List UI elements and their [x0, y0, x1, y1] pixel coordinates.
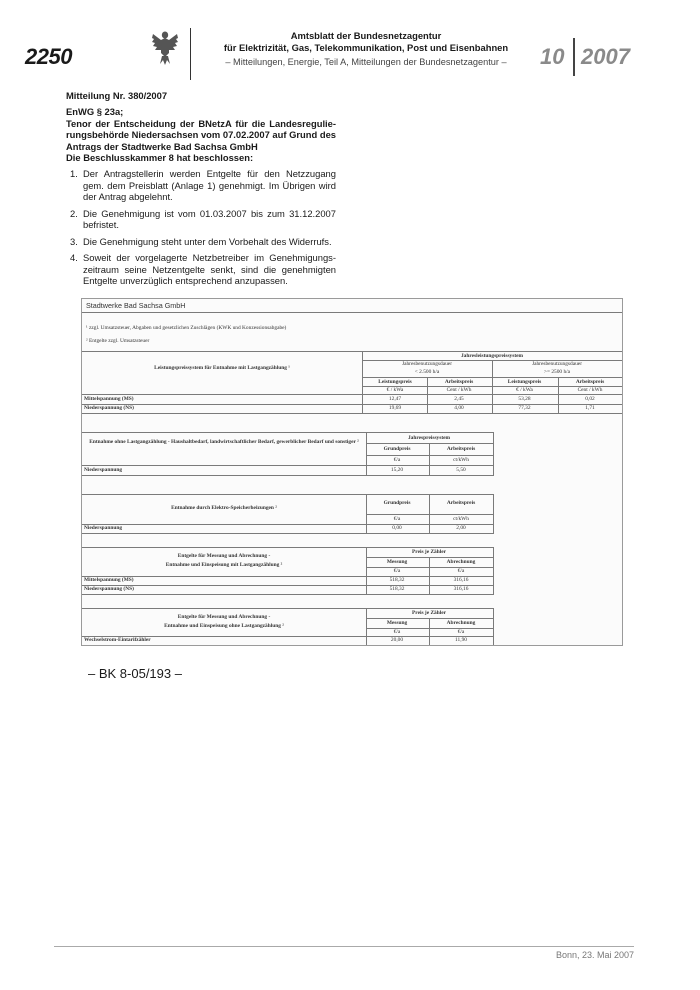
- table-cell: 19,69: [388, 405, 402, 411]
- table-row-label: Niederspannung: [84, 467, 123, 473]
- section-label: Entnahme durch Elektro-Speicherheizungen ²: [171, 505, 277, 511]
- item-text: Soweit der vorgelagerte Netzbetreiber im Genehmigungszeitraum seine Netzentgelte senkt, sind die genehmigten Entgelte unverzüglich entsprechend anzupassen.: [83, 252, 336, 286]
- divider: [82, 312, 622, 313]
- footer-divider: [54, 946, 634, 947]
- list-item: [66, 252, 336, 287]
- table-unit-cell: ct/kWh: [453, 516, 469, 522]
- decision-list: [66, 168, 336, 292]
- divider: [82, 547, 494, 548]
- table-cell: 518,32: [389, 586, 405, 592]
- table-subheader: Jahresbenutzungsdauer: [402, 361, 452, 367]
- table-header-cell: Messung: [386, 620, 408, 626]
- section-label: Leistungspreissystem für Entnahme mit Lastgangzählung ¹: [154, 365, 290, 371]
- divider: [493, 494, 494, 534]
- item-number: 4.: [70, 252, 78, 263]
- table-row-label: Niederspannung (NS): [84, 586, 134, 592]
- item-text: Die Genehmigung ist vom 01.03.2007 bis zum 31.12.2007 befristet.: [83, 207, 336, 230]
- divider: [82, 475, 494, 476]
- divider: [366, 455, 494, 456]
- table-cell: 0,02: [585, 396, 595, 402]
- divider: [82, 413, 622, 414]
- table-header-cell: Arbeitspreis: [575, 379, 605, 385]
- footnote: ¹ zzgl. Umsatzsteuer, Abgaben und gesetzlichen Zuschlägen (KWK und Konzessionsabgabe): [86, 325, 287, 331]
- table-header-cell: Arbeitspreis: [444, 379, 474, 385]
- divider: [366, 608, 367, 645]
- divider: [493, 547, 494, 595]
- table-header-cell: Grundpreis: [383, 446, 411, 452]
- divider: [366, 557, 494, 558]
- item-text: Der Antragstellerin werden Entgelte für den Netzzugang gem. dem Preisblatt (Anlage 1) genehmigt. Im Übrigen wird der Antrag abgelehnt.: [83, 168, 336, 202]
- table-unit-cell: €/a: [393, 457, 401, 463]
- table-unit-cell: €/a: [457, 568, 465, 574]
- divider: [82, 351, 622, 352]
- table-header-cell: Leistungspreis: [378, 379, 412, 385]
- table-cell: 5,50: [456, 467, 466, 473]
- table-group-header: Jahrespreissystem: [407, 435, 451, 441]
- table-cell: 4,00: [454, 405, 464, 411]
- table-unit-cell: € / kWa: [516, 387, 533, 393]
- table-unit-cell: €/a: [393, 516, 401, 522]
- divider: [366, 432, 367, 476]
- table-cell: 77,32: [518, 405, 531, 411]
- issue-divider: [573, 38, 575, 76]
- publication-subtitle: – Mitteilungen, Energie, Teil A, Mitteilungen der Bundesnetzagentur –: [225, 57, 507, 67]
- section-label: Entnahme und Einspeisung ohne Lastgangzählung ²: [164, 623, 284, 629]
- table-row-label: Niederspannung (NS): [84, 405, 134, 411]
- list-item: [66, 208, 336, 231]
- divider: [493, 432, 494, 476]
- table-cell: 316,16: [453, 577, 469, 583]
- table-cell: 518,32: [389, 577, 405, 583]
- table-cell: 2,00: [456, 525, 466, 531]
- table-unit-cell: Cent / kWh: [446, 387, 472, 393]
- table-subheader: Jahresbenutzungsdauer: [532, 361, 582, 367]
- table-header-cell: Grundpreis: [383, 500, 411, 506]
- table-header-cell: Messung: [386, 559, 408, 565]
- divider: [429, 618, 430, 645]
- table-cell: 20,00: [390, 637, 404, 643]
- table-row-label: Wechselstrom-Eintarifzähler: [84, 637, 151, 643]
- divider: [429, 557, 430, 595]
- table-row-label: Mittelspannung (MS): [84, 577, 134, 583]
- divider: [366, 494, 367, 534]
- table-cell: 15,20: [390, 467, 404, 473]
- section-label: Entnahme und Einspeisung mit Lastgangzählung ²: [165, 562, 283, 568]
- section-label: Entgelte für Messung und Abrechnung -: [177, 553, 271, 559]
- list-item: [66, 168, 336, 203]
- federal-eagle-icon: [150, 26, 180, 66]
- notice-number: Mitteilung Nr. 380/2007: [66, 90, 168, 101]
- reference-number: – BK 8-05/193 –: [88, 666, 182, 681]
- table-row-label: Mittelspannung (MS): [84, 396, 134, 402]
- table-header-cell: Arbeitspreis: [446, 446, 476, 452]
- table-row-label: Niederspannung: [84, 525, 123, 531]
- table-cell: 316,16: [453, 586, 469, 592]
- item-number: 1.: [70, 168, 78, 179]
- decision-tenor: Tenor der Entscheidung der BNetzA für die Landesregulierungsbehörde Niedersachsen vom 07.02.2007 auf Grund des Antrags der Stadtwerke Bad Sachsa GmbH: [66, 117, 336, 152]
- footnote: ² Entgelte zzgl. Umsatzsteuer: [86, 338, 150, 344]
- publication-title-line2: für Elektrizität, Gas, Telekommunikation, Post und Eisenbahnen: [223, 42, 509, 53]
- publication-title: [196, 30, 536, 54]
- list-item: [66, 236, 336, 248]
- divider: [366, 514, 494, 515]
- item-number: 3.: [70, 235, 78, 247]
- table-cell: 1,71: [585, 405, 595, 411]
- divider: [82, 594, 494, 595]
- table-group-header: Preis je Zähler: [411, 610, 447, 616]
- page-number: 2250: [25, 44, 72, 69]
- price-sheet-image: [81, 298, 623, 646]
- table-unit-cell: ct/kWh: [453, 457, 469, 463]
- chamber-statement: Die Beschlusskammer 8 hat beschlossen:: [66, 152, 254, 163]
- table-subheader: >= 2500 h/a: [543, 369, 571, 375]
- table-header-cell: Abrechnung: [446, 559, 476, 565]
- table-group-header: Jahresleistungspreissystem: [460, 353, 524, 359]
- section-label: Entgelte für Messung und Abrechnung -: [177, 614, 271, 620]
- table-header-cell: Abrechnung: [446, 620, 476, 626]
- table-unit-cell: Cent / kWh: [577, 387, 603, 393]
- divider: [366, 547, 367, 595]
- publication-title-line1: Amtsblatt der Bundesnetzagentur: [290, 30, 442, 41]
- divider: [82, 533, 494, 534]
- legal-reference: EnWG § 23a;: [66, 106, 124, 117]
- divider: [82, 465, 494, 466]
- table-group-header: Preis je Zähler: [411, 549, 447, 555]
- divider: [366, 443, 494, 444]
- table-cell: 2,45: [454, 396, 464, 402]
- table-header-cell: Arbeitspreis: [446, 500, 476, 506]
- issue-number: 10: [540, 44, 565, 69]
- divider: [82, 432, 494, 433]
- company-name: Stadtwerke Bad Sachsa GmbH: [86, 301, 186, 310]
- item-text: Die Genehmigung steht unter dem Vorbehalt des Widerrufs.: [83, 235, 332, 247]
- table-cell: 0,00: [392, 525, 402, 531]
- divider: [429, 443, 430, 476]
- divider: [82, 394, 622, 395]
- header-divider: [190, 28, 191, 80]
- section-label: Entnahme ohne Lastgangzählung - Haushaltbedarf, landwirtschaftlicher Bedarf, gewerblicher Bedarf und sonstiger ²: [89, 439, 359, 445]
- table-unit-cell: €/a: [393, 629, 401, 635]
- divider: [493, 608, 494, 645]
- table-header-cell: Leistungspreis: [507, 379, 542, 385]
- item-number: 2.: [70, 207, 78, 219]
- table-cell: 11,90: [455, 637, 467, 643]
- table-subheader: < 2.500 h/a: [414, 369, 440, 375]
- table-unit-cell: € / kWa: [386, 387, 404, 393]
- footer-place-date: Bonn, 23. Mai 2007: [555, 950, 634, 960]
- issue-year: 2007: [581, 44, 630, 69]
- notice-heading: [66, 106, 336, 152]
- divider: [82, 494, 494, 495]
- divider: [82, 608, 494, 609]
- table-cell: 12,47: [388, 396, 402, 402]
- table-unit-cell: €/a: [393, 568, 401, 574]
- table-unit-cell: €/a: [457, 629, 465, 635]
- divider: [429, 494, 430, 534]
- table-cell: 53,28: [518, 396, 531, 402]
- divider: [366, 618, 494, 619]
